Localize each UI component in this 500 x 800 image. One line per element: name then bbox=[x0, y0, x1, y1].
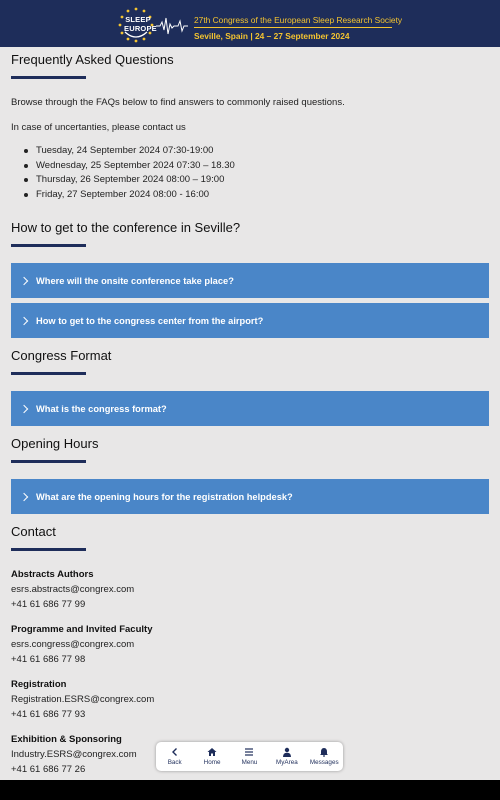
contact-phone[interactable]: +41 61 686 77 26 bbox=[11, 764, 86, 775]
back-icon bbox=[170, 747, 180, 757]
event-location-dates: Seville, Spain | 24 – 27 September 2024 bbox=[194, 31, 350, 41]
accordion-label: What is the congress format? bbox=[36, 403, 167, 414]
section-underline bbox=[11, 372, 86, 375]
faq-intro: Browse through the FAQs below to find answers to commonly raised questions. bbox=[11, 97, 345, 108]
section-underline bbox=[11, 244, 86, 247]
contact-phone[interactable]: +41 61 686 77 99 bbox=[11, 599, 86, 610]
sleep-europe-logo[interactable] bbox=[116, 6, 156, 44]
nav-label: MyArea bbox=[276, 759, 298, 766]
bottom-navigation bbox=[156, 742, 343, 771]
nav-label: Home bbox=[203, 759, 221, 766]
faq-accordion-airport[interactable] bbox=[11, 303, 489, 338]
nav-back-button[interactable] bbox=[157, 747, 193, 766]
hours-item: Thursday, 26 September 2024 08:00 – 19:00 bbox=[22, 174, 235, 189]
faq-content[interactable] bbox=[0, 47, 500, 780]
user-icon bbox=[282, 747, 292, 757]
nav-messages-button[interactable] bbox=[306, 747, 342, 766]
app-header bbox=[0, 0, 500, 47]
nav-label: Menu bbox=[241, 759, 258, 766]
bell-icon bbox=[319, 747, 329, 757]
hours-item: Friday, 27 September 2024 08:00 - 16:00 bbox=[22, 189, 235, 204]
system-bar bbox=[0, 780, 500, 800]
contact-email-link[interactable]: esrs.congress@congrex.com bbox=[11, 639, 135, 650]
hours-list bbox=[22, 145, 235, 204]
faq-accordion-helpdesk[interactable] bbox=[11, 479, 489, 514]
faq-accordion-format[interactable] bbox=[11, 391, 489, 426]
contact-email-link[interactable]: esrs.abstracts@congrex.com bbox=[11, 584, 135, 595]
section-title-travel: How to get to the conference in Seville? bbox=[11, 220, 241, 235]
section-underline bbox=[11, 548, 86, 551]
contact-email-link[interactable]: Registration.ESRS@congrex.com bbox=[11, 694, 155, 705]
sleep-wave-icon bbox=[156, 12, 188, 38]
nav-label: Messages bbox=[309, 759, 339, 766]
section-underline bbox=[11, 460, 86, 463]
section-title-opening: Opening Hours bbox=[11, 436, 99, 451]
section-title-contact: Contact bbox=[11, 524, 56, 539]
contact-group-title: Exhibition & Sponsoring bbox=[11, 734, 122, 745]
hours-item: Tuesday, 24 September 2024 07:30-19:00 bbox=[22, 145, 235, 160]
nav-label: Back bbox=[167, 759, 182, 766]
contact-group-title: Registration bbox=[11, 679, 67, 690]
chevron-right-icon bbox=[20, 316, 28, 324]
contact-group-title: Programme and Invited Faculty bbox=[11, 624, 153, 635]
nav-menu-button[interactable] bbox=[231, 747, 267, 766]
chevron-right-icon bbox=[20, 404, 28, 412]
menu-icon bbox=[244, 747, 254, 757]
chevron-right-icon bbox=[20, 276, 28, 284]
logo-text: SLEEP EUROPE bbox=[124, 15, 157, 33]
accordion-label: Where will the onsite conference take place? bbox=[36, 275, 234, 286]
header-divider bbox=[194, 27, 392, 28]
hours-item: Wednesday, 25 September 2024 07:30 – 18.30 bbox=[22, 160, 235, 175]
faq-accordion-venue[interactable] bbox=[11, 263, 489, 298]
nav-home-button[interactable] bbox=[194, 747, 230, 766]
page-title: Frequently Asked Questions bbox=[11, 52, 174, 67]
home-icon bbox=[207, 747, 217, 757]
chevron-right-icon bbox=[20, 492, 28, 500]
contact-group-title: Abstracts Authors bbox=[11, 569, 94, 580]
nav-myarea-button[interactable] bbox=[269, 747, 305, 766]
event-title: 27th Congress of the European Sleep Research Society bbox=[194, 15, 403, 25]
contact-phone[interactable]: +41 61 686 77 98 bbox=[11, 654, 86, 665]
accordion-label: What are the opening hours for the registration helpdesk? bbox=[36, 491, 293, 502]
contact-note: In case of uncertanties, please contact us bbox=[11, 122, 186, 133]
contact-phone[interactable]: +41 61 686 77 93 bbox=[11, 709, 86, 720]
section-title-format: Congress Format bbox=[11, 348, 112, 363]
contact-email-link[interactable]: Industry.ESRS@congrex.com bbox=[11, 749, 137, 760]
title-underline bbox=[11, 76, 86, 79]
accordion-label: How to get to the congress center from the airport? bbox=[36, 315, 264, 326]
